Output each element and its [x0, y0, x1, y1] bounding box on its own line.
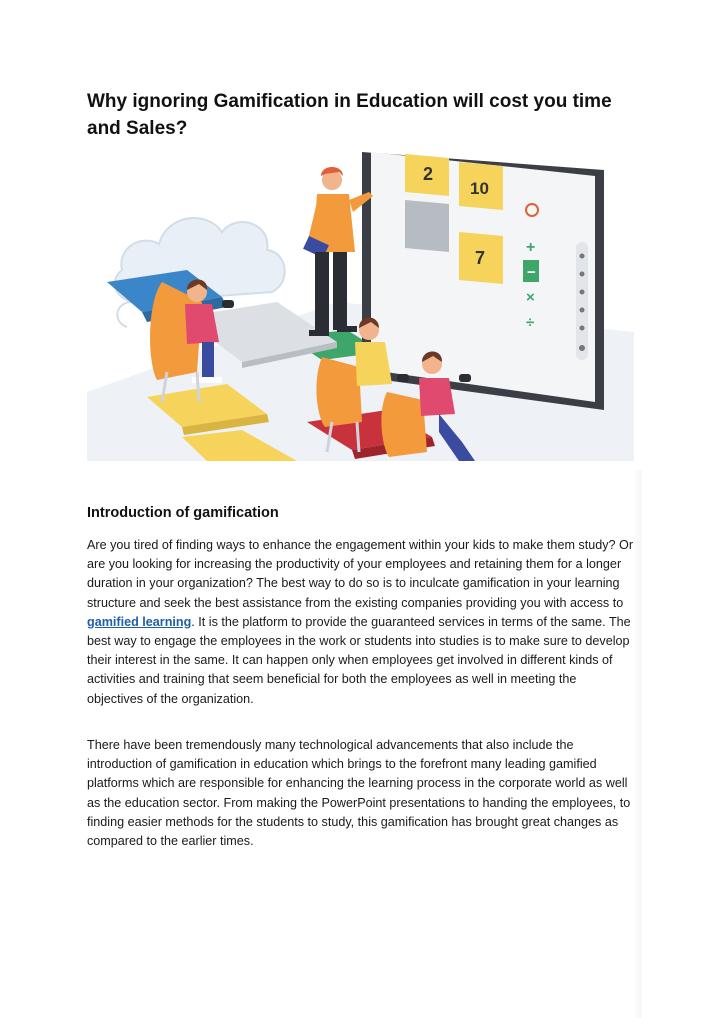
paragraph-intro-part2: . It is the platform to provide the guaranteed services in terms of the same. The best way to engage the employees in the work or students into studies is to make sure to develop their interest in the same. It can happen only when employees get involved in different kinds of activities and training that seem beneficial for both the employees as well in meeting the objectives of the organization.	[87, 614, 631, 706]
gamified-learning-link[interactable]: gamified learning	[87, 614, 192, 629]
board-number-2: 2	[423, 164, 434, 184]
board-toolbar	[576, 242, 588, 360]
paragraph-advancements: There have been tremendously many technological advancements that also include the introduction of gamification in education which brings to the forefront many leading gamified platforms which are responsible for enhancing the learning process in the corporate world as well as the education sector. From making the PowerPoint presentations to handing the employees, to finding easier methods for the students to study, this gamification has brought great changes as compared to the earlier times.	[87, 738, 631, 849]
board-minus: −	[527, 264, 536, 281]
interactive-board	[362, 152, 604, 410]
board-number-10: 10	[470, 179, 489, 198]
hero-illustration	[87, 152, 634, 461]
board-divide: ÷	[526, 314, 535, 331]
paragraph-intro	[87, 536, 635, 709]
board-plus: +	[526, 239, 536, 256]
section-heading: Introduction of gamification	[87, 505, 279, 521]
gamification-classroom-illustration	[87, 152, 634, 461]
board-tile-blank	[405, 200, 449, 252]
paragraph-intro-part1: Are you tired of finding ways to enhance the engagement within your kids to make them study? Or are you looking for increasing the productivity of your employees and retaining them for a longer duration in your organization? The best way to do so is to inculcate gamification in your learning structure and seek the best assistance from the existing companies providing you with access to	[87, 538, 634, 610]
page-title: Why ignoring Gamification in Education will cost you time and Sales?	[87, 91, 612, 139]
board-number-7: 7	[475, 248, 486, 268]
board-times: ×	[526, 289, 535, 306]
page-edge-shadow	[634, 470, 642, 1018]
